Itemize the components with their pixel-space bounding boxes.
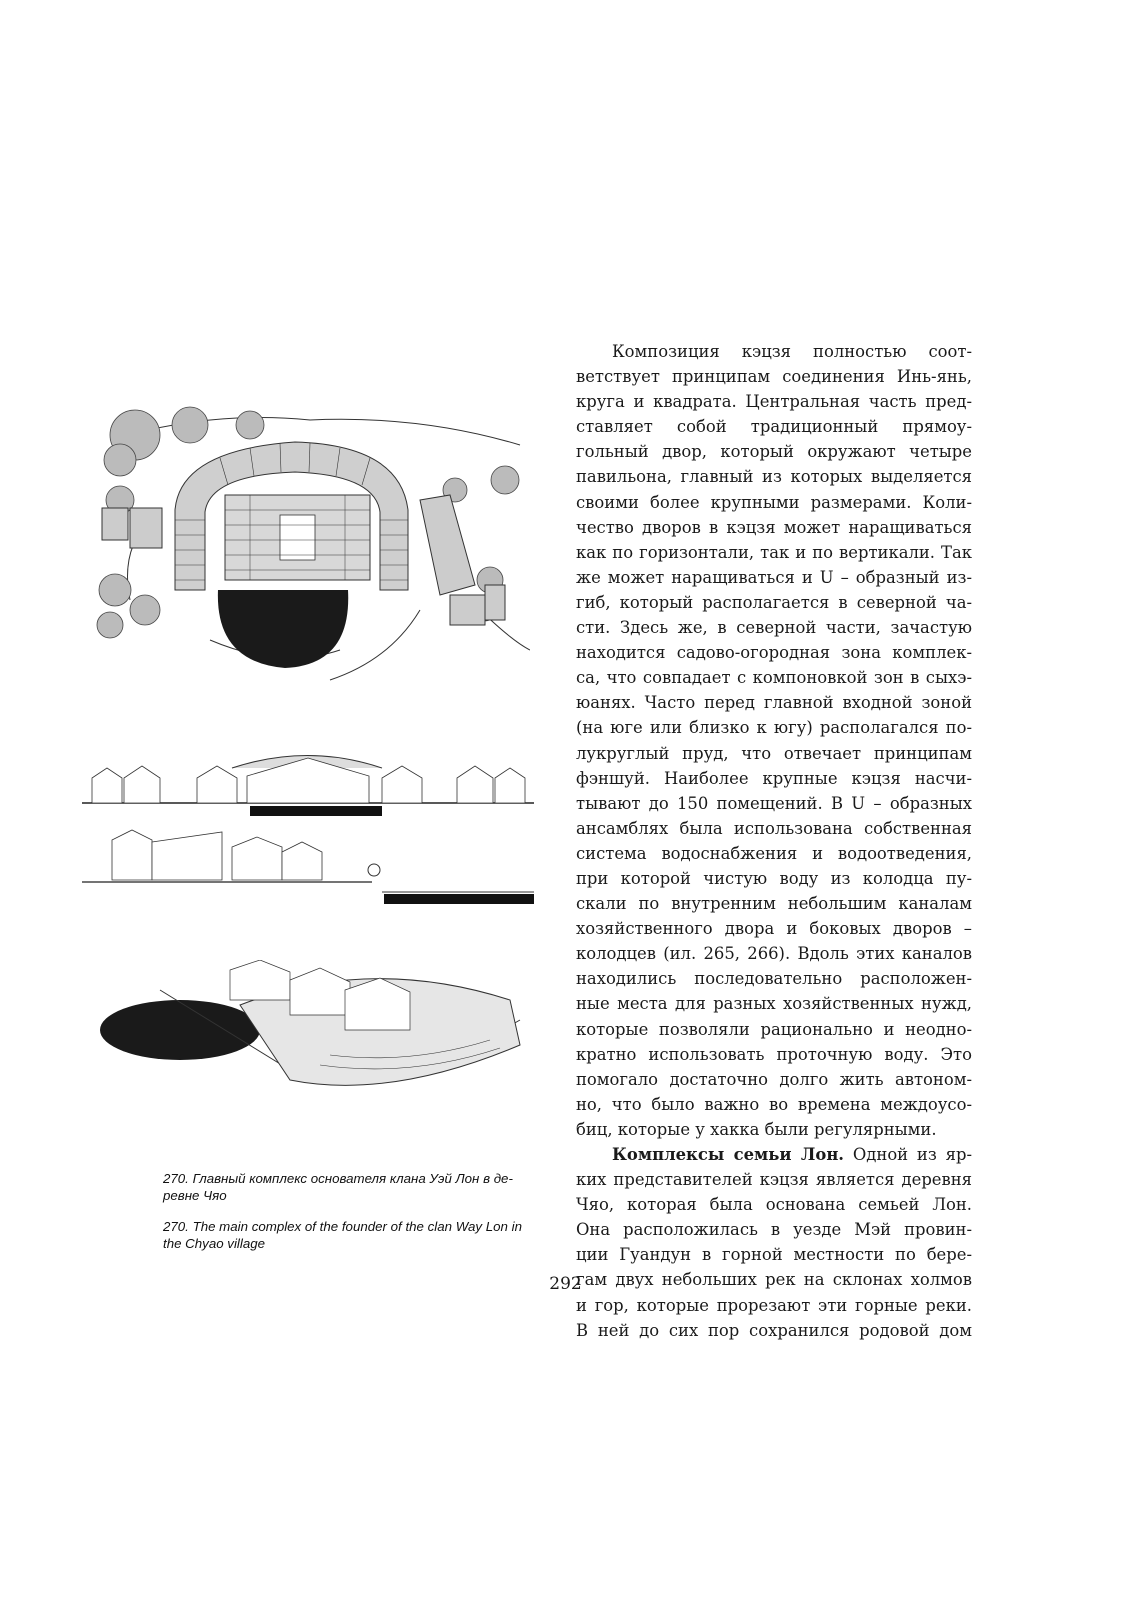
body-line: и гор, которые прорезают эти горные реки. (576, 1295, 972, 1315)
body-line: гольный двор, который окружают четыре (576, 442, 972, 462)
body-line: тывают до 150 помещений. В U – образных (576, 793, 972, 813)
body-line: гиб, который располагается в северной ча- (576, 592, 972, 612)
section-drawing (82, 822, 534, 912)
figure-caption-en: 270. The main complex of the founder of the clan Way Lon in the Chyao village (163, 1219, 522, 1251)
body-line: находится садово-огородная зона комплек- (576, 643, 972, 663)
section-heading: Комплексы семьи Лон. (612, 1145, 845, 1164)
body-line: колодцев (ил. 265, 266). Вдоль этих каналов (576, 944, 972, 964)
body-line: Она расположилась в уезде Мэй провин- (576, 1220, 972, 1240)
body-line: гам двух небольших рек на склонах холмов (576, 1270, 972, 1290)
body-line: при которой чистую воду из колодца пу- (576, 868, 972, 888)
body-line: помогало достаточно долго жить автоном- (576, 1069, 972, 1089)
body-line: Композиция кэцзя полностью соот- (612, 342, 972, 361)
body-line: ные места для разных хозяйственных нужд, (576, 994, 972, 1014)
section-first-line (576, 1142, 972, 1167)
body-line: са, что совпадает с компоновкой зон в сыхэ- (576, 668, 972, 688)
body-line: сти. Здесь же, в северной части, зачастую (576, 618, 972, 638)
site-plan-drawing (90, 400, 530, 690)
body-line: которые позволяли рационально и неодно- (576, 1019, 972, 1039)
body-line: как по горизонтали, так и по вертикали. Так (576, 542, 972, 562)
body-line: но, что было важно во времена междоусо- (576, 1094, 972, 1114)
body-line: павильона, главный из которых выделяется (576, 467, 972, 487)
body-line: хозяйственного двора и боковых дворов – (576, 919, 972, 939)
body-line: биц, которые у хакка были регулярными. (576, 1119, 937, 1139)
body-line: скали по внутренним небольшим каналам (576, 894, 972, 914)
page-number: 292 (549, 1274, 582, 1294)
body-line: фэншуй. Наиболее крупные кэцзя насчи- (576, 768, 972, 788)
body-line: круга и квадрата. Центральная часть пред- (576, 392, 972, 412)
body-line: ветствует принципам соединения Инь-янь, (576, 367, 972, 387)
body-line: ставляет собой традиционный прямоу- (576, 417, 972, 437)
body-line: (на юге или близко к югу) располагался по- (576, 718, 972, 738)
body-line: же может наращиваться и U – образный из- (576, 567, 972, 587)
body-line: ции Гуандун в горной местности по бере- (576, 1245, 972, 1265)
body-line: ансамблях была использована собственная (576, 818, 972, 838)
body-line: своими более крупными размерами. Коли- (576, 492, 972, 512)
body-line: чество дворов в кэцзя может наращиваться (576, 517, 972, 537)
body-line: система водоснабжения и водоотведения, (576, 843, 972, 863)
figure-caption-ru: 270. Главный комплекс основателя клана Уэй Лон в де- ревне Чяо (163, 1171, 513, 1203)
body-line: лукруглый пруд, что отвечает принципам (576, 743, 972, 763)
body-text (576, 339, 972, 1343)
body-line: юанях. Часто перед главной входной зоной (576, 693, 972, 713)
body-line: В ней до сих пор сохранился родовой дом (576, 1320, 972, 1340)
front-elevation-drawing (82, 738, 534, 826)
body-line: находились последовательно расположен- (576, 969, 972, 989)
section-first-line-rest: Одной из яр- (844, 1145, 972, 1164)
body-line: ких представителей кэцзя является деревня (576, 1170, 972, 1190)
body-line: Чяо, которая была основана семьей Лон. (576, 1195, 972, 1215)
axonometric-drawing (90, 960, 530, 1110)
body-line: кратно использовать проточную воду. Это (576, 1044, 972, 1064)
